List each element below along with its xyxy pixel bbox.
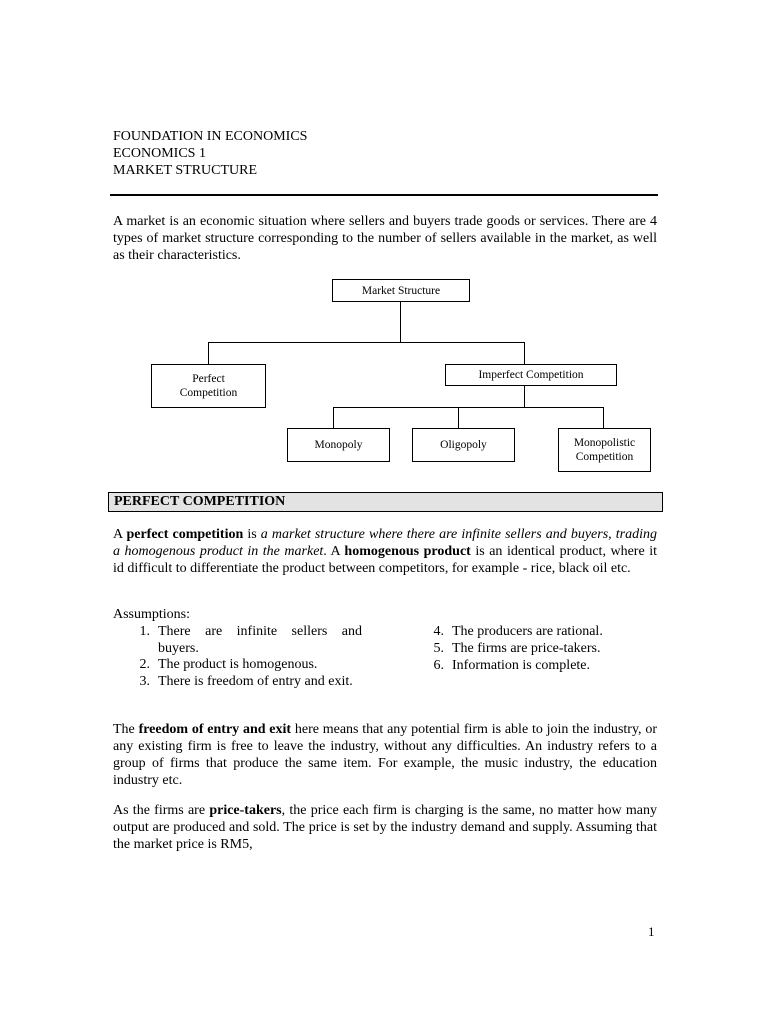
assumption-number: 1.	[139, 624, 150, 639]
page-number: 1	[648, 924, 655, 939]
diagram-root-box	[332, 279, 470, 302]
definition-text-1: A	[113, 527, 127, 542]
assumption-text: The producers are rational.	[452, 624, 603, 639]
connector-to-perfect	[208, 342, 209, 364]
connector-imperfect-down	[524, 386, 525, 407]
definition-term-homogenous-product: homogenous product	[344, 544, 471, 559]
connector-to-monopoly	[333, 407, 334, 428]
connector-to-imperfect	[524, 342, 525, 364]
header-rule	[110, 194, 658, 196]
connector-level1-horizontal	[208, 342, 525, 343]
price-takers-paragraph	[113, 802, 657, 853]
perfect-competition-label-1: Perfect	[192, 373, 225, 385]
assumption-number: 5.	[433, 641, 444, 656]
assumptions-title: Assumptions:	[113, 607, 191, 622]
definition-paragraph	[113, 526, 657, 577]
freedom-term: freedom of entry and exit	[138, 722, 292, 737]
definition-text-3: . A	[323, 544, 345, 559]
oligopoly-label: Oligopoly	[440, 439, 487, 451]
connector-root-down	[400, 302, 401, 342]
price-takers-text-1: As the firms are	[113, 803, 210, 818]
connector-to-oligopoly	[458, 407, 459, 428]
monopolistic-competition-box	[558, 428, 651, 472]
price-takers-text-2: , the price each firm is charging is the same, no matter how many output are produced and sold. The price is set by the industry demand and supply. Assuming that the market price is RM5,	[113, 803, 657, 852]
assumption-text: Information is complete.	[452, 658, 591, 673]
assumption-number: 4.	[433, 624, 444, 639]
definition-text-4: is an identical product, where it id difficult to differentiate the product between competitors, for example - rice, black oil etc.	[113, 544, 657, 576]
monopoly-label: Monopoly	[314, 439, 363, 451]
definition-italic: a market structure where there are infinite sellers and buyers, trading a homogenous product in the market	[113, 527, 657, 559]
freedom-paragraph	[113, 721, 657, 789]
definition-text-2: is	[243, 527, 261, 542]
assumption-number: 3.	[139, 674, 150, 689]
oligopoly-box	[412, 428, 515, 462]
imperfect-competition-label: Imperfect Competition	[478, 369, 584, 381]
imperfect-competition-box	[445, 364, 617, 386]
assumption-number: 6.	[433, 658, 444, 673]
price-takers-term: price-takers	[209, 803, 282, 818]
intro-paragraph: A market is an economic situation where sellers and buyers trade goods or services. There are 4 types of market structure corresponding to the number of sellers available in the market, as well as their characteristics.	[113, 214, 657, 263]
subject-title: ECONOMICS 1	[113, 146, 206, 161]
monopolistic-competition-label-1: Monopolistic	[573, 437, 636, 449]
perfect-competition-box	[151, 364, 266, 408]
freedom-text-2: here means that any potential firm is able to join the industry, or any existing firm is free to leave the industry, without any difficulties. An industry refers to a group of firms that produce the same item. For example, the music industry, the education industry etc.	[113, 722, 658, 788]
course-title: FOUNDATION IN ECONOMICS	[113, 129, 308, 144]
topic-title: MARKET STRUCTURE	[113, 163, 258, 178]
definition-term-perfect-competition: perfect competition	[126, 527, 244, 542]
perfect-competition-label-2: Competition	[179, 387, 238, 399]
section-heading-perfect-competition: PERFECT COMPETITION	[108, 492, 663, 512]
assumption-text: The product is homogenous.	[158, 657, 318, 672]
assumption-text: The firms are price-takers.	[452, 641, 601, 656]
monopolistic-competition-label-2: Competition	[575, 451, 634, 463]
assumption-text: There is freedom of entry and exit.	[158, 674, 353, 689]
connector-level2-horizontal	[333, 407, 604, 408]
diagram-root-label: Market Structure	[361, 284, 441, 297]
monopoly-box	[287, 428, 390, 462]
assumption-text: There are infinite sellers and buyers.	[158, 624, 362, 656]
assumption-number: 2.	[139, 657, 150, 672]
connector-to-monopolistic	[603, 407, 604, 428]
freedom-text-1: The	[113, 722, 139, 737]
